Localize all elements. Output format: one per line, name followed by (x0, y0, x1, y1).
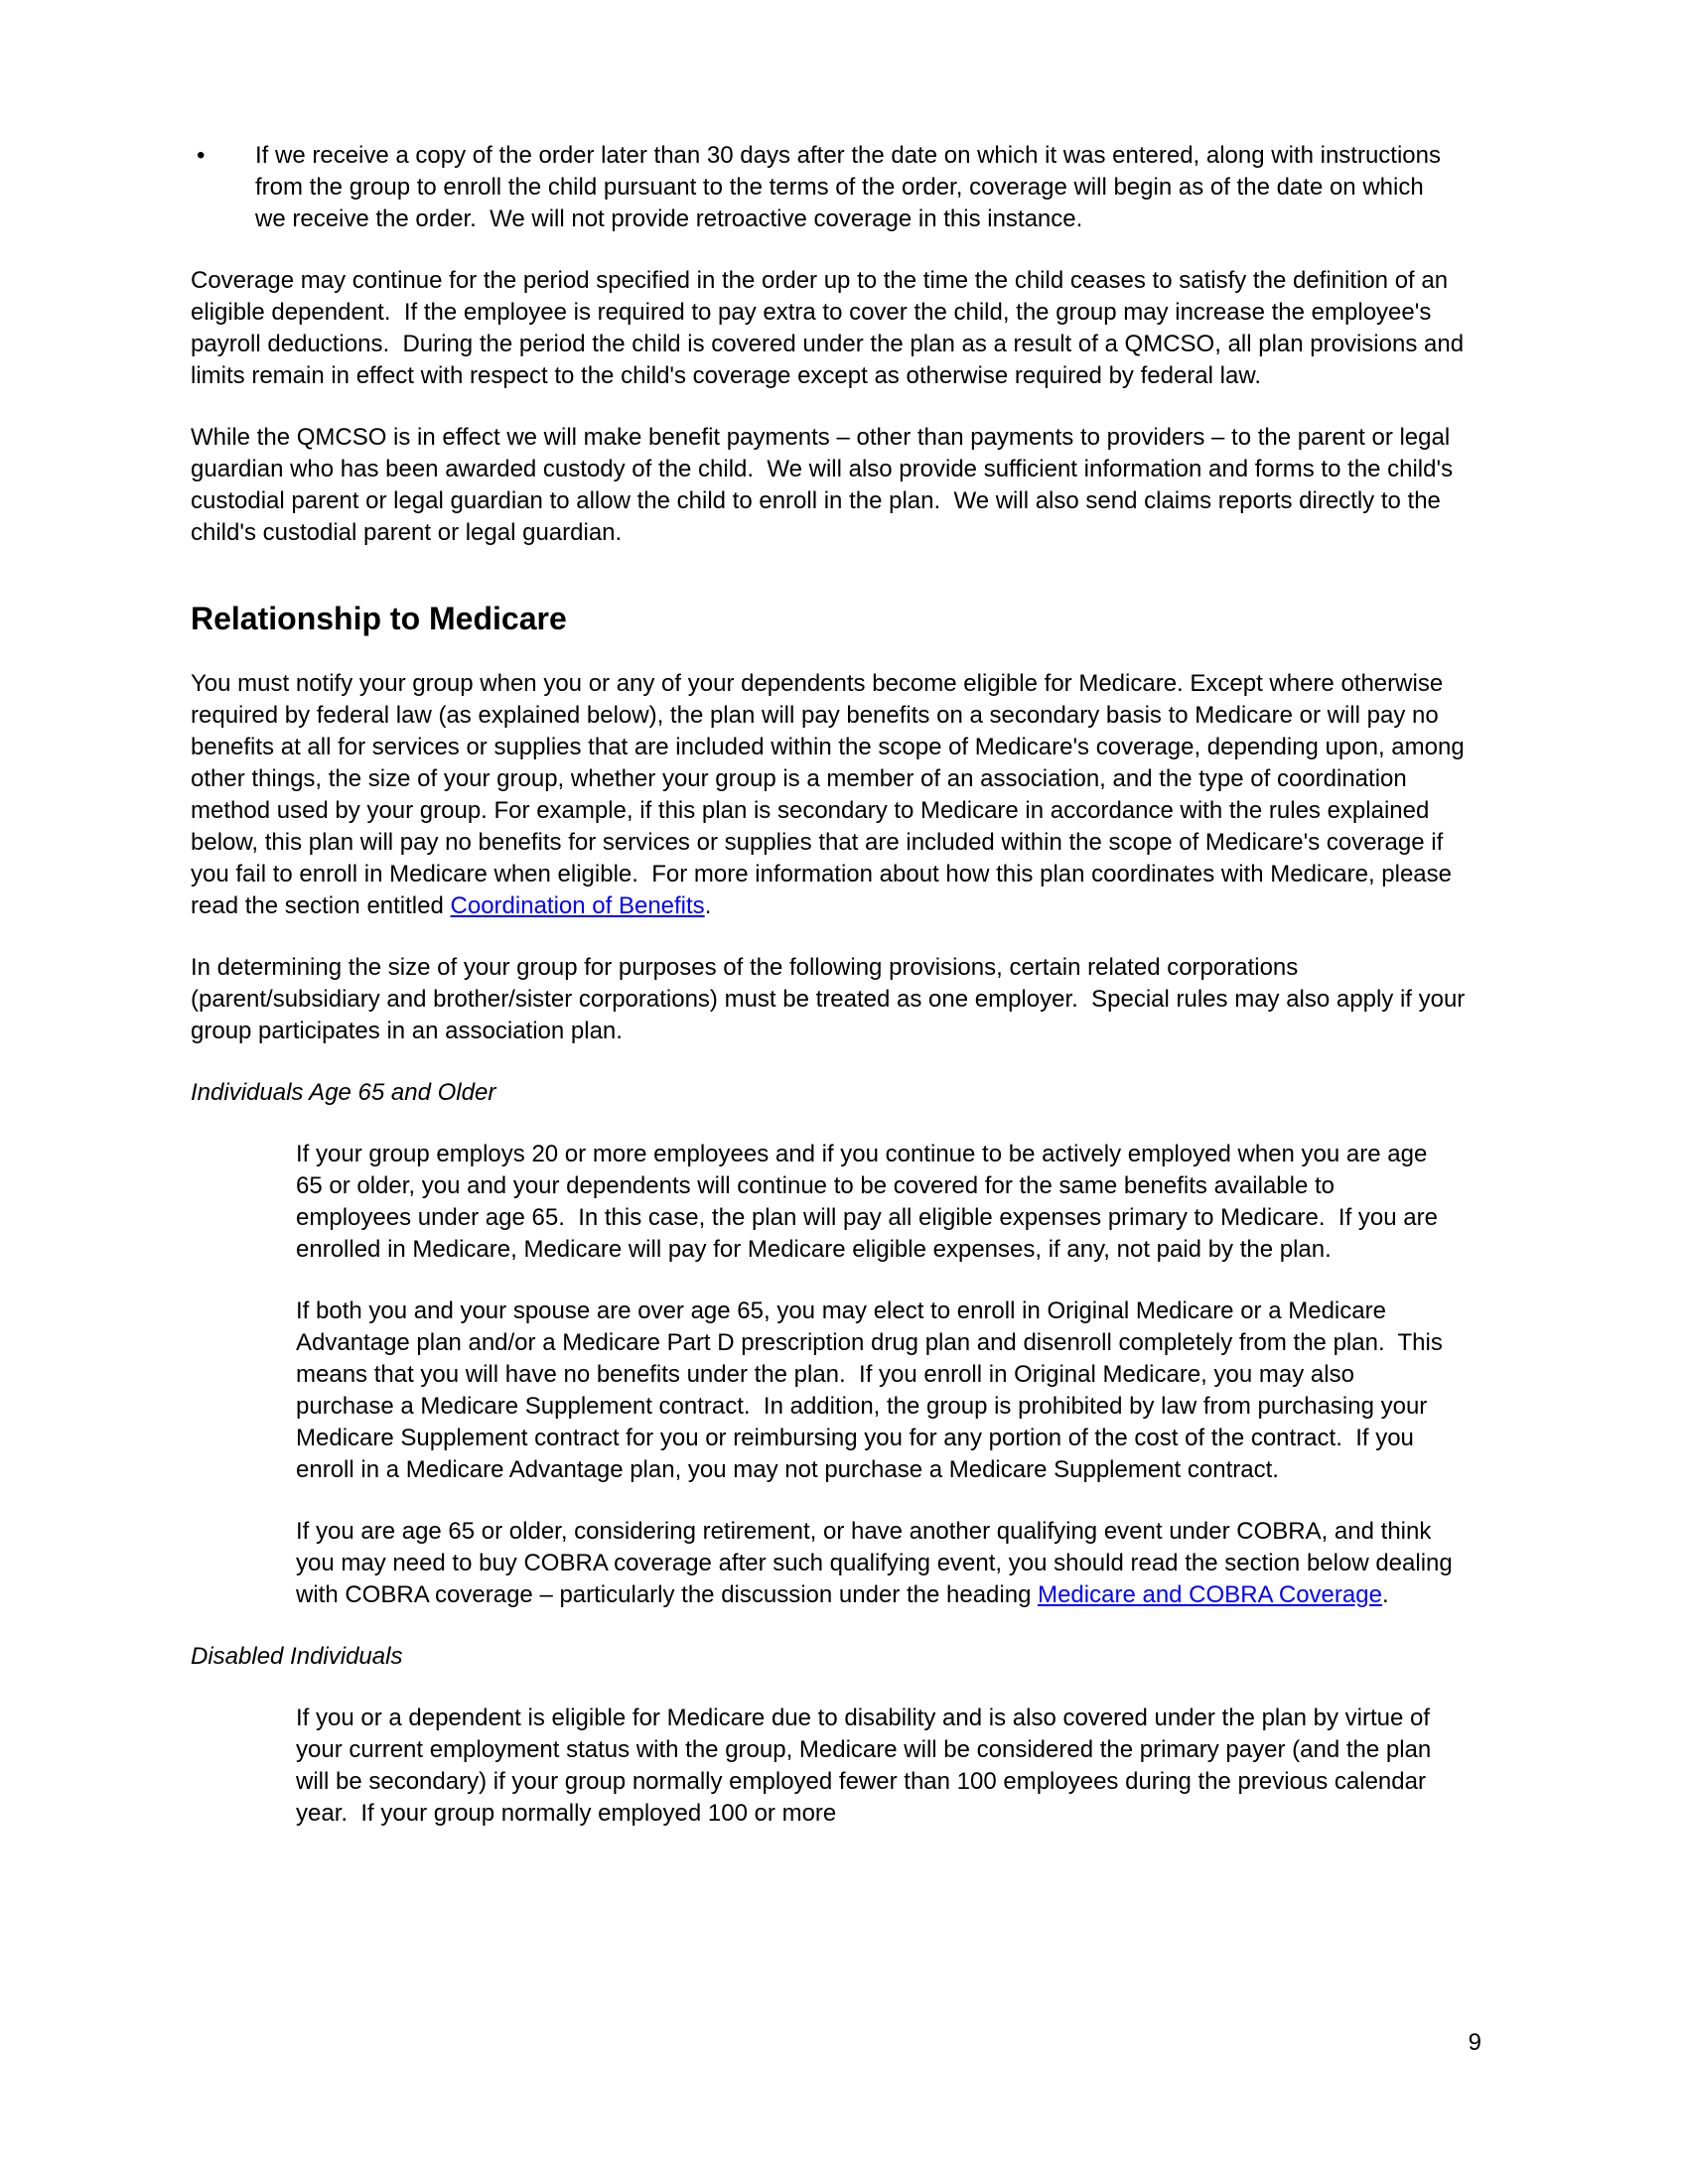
subheading-individuals-age-65: Individuals Age 65 and Older (191, 1079, 496, 1106)
bullet-item-text: If we receive a copy of the order later than 30 days after the date on which it was entered, along with instructions from the group to enroll the child pursuant to the terms of the order, coverage will begin as of the date on which we receive the order. We will not provide retroactive coverage in this instance. (255, 142, 1448, 232)
bullet-list-item (191, 140, 1481, 235)
coordination-of-benefits-link[interactable]: Coordination of Benefits (450, 892, 705, 919)
medicare-and-cobra-coverage-link[interactable]: Medicare and COBRA Coverage (1038, 1581, 1382, 1608)
section-heading-relationship-to-medicare: Relationship to Medicare (191, 601, 567, 636)
paragraph-age65-spouse-enrollment: If both you and your spouse are over age 65, you may elect to enroll in Original Medicare or a Medicare Advantage plan and/or a Medicare Part D prescription drug plan and disenroll completely from the plan. This means that you will have no benefits under the plan. If you enroll in Original Medicare, you may also purchase a Medicare Supplement contract. In addition, the group is prohibited by law from purchasing your Medicare Supplement contract for you or reimbursing you for any portion of the cost of the contract. If you enroll in a Medicare Advantage plan, you may not purchase a Medicare Supplement contract. (296, 1297, 1450, 1483)
paragraph-age65-cobra-text: If you are age 65 or older, considering retirement, or have another qualifying event under COBRA, and think you may need to buy COBRA coverage after such qualifying event, you should read the section below dealing with COBRA coverage – particularly the discussion under the heading (296, 1518, 1460, 1608)
paragraph-age65-active-employment: If your group employs 20 or more employees and if you continue to be actively employed when you are age 65 or older, you and your dependents will continue to be covered for the same benefits available to employees under age 65. In this case, the plan will pay all eligible expenses primary to Medicare. If you are enrolled in Medicare, Medicare will pay for Medicare eligible expenses, if any, not paid by the plan. (296, 1141, 1445, 1263)
paragraph-age65-cobra (296, 1516, 1481, 1611)
bullet-icon: • (197, 142, 206, 169)
paragraph-medicare-intro-period: . (704, 892, 712, 919)
paragraph-age65-cobra-period: . (1381, 1581, 1389, 1608)
paragraph-group-size: In determining the size of your group for purposes of the following provisions, certain related corporations (parent/subsidiary and brother/sister corporations) must be treated as one employer. Special rules may also apply if your group participates in an association plan. (191, 954, 1472, 1044)
document-content (191, 0, 1481, 1859)
page-number: 9 (1468, 2029, 1481, 2056)
paragraph-medicare-intro (191, 668, 1481, 922)
subheading-disabled-individuals: Disabled Individuals (191, 1643, 403, 1670)
paragraph-qmcso-payments: While the QMCSO is in effect we will make benefit payments – other than payments to providers – to the parent or legal guardian who has been awarded custody of the child. We will also provide sufficient information and forms to the child's custodial parent or legal guardian to allow the child to enroll in the plan. We will also send claims reports directly to the child's custodial parent or legal guardian. (191, 424, 1460, 546)
paragraph-medicare-intro-text: You must notify your group when you or any of your dependents become eligible for Medicare. Except where otherwise required by federal law (as explained below), the plan will pay benefits on a secondary basis to Medicare or will pay no benefits at all for services or supplies that are included within the scope of Medicare's coverage, depending upon, among other things, the size of your group, whether your group is a member of an association, and the type of coordination method used by your group. For example, if this plan is secondary to Medicare in accordance with the rules explained below, this plan will pay no benefits for services or supplies that are included within the scope of Medicare's coverage if you fail to enroll in Medicare when eligible. For more information about how this plan coordinates with Medicare, please read the section entitled (191, 670, 1472, 919)
paragraph-qmcso-coverage: Coverage may continue for the period specified in the order up to the time the child ceases to satisfy the definition of an eligible dependent. If the employee is required to pay extra to cover the child, the group may increase the employee's payroll deductions. During the period the child is covered under the plan as a result of a QMCSO, all plan provisions and limits remain in effect with respect to the child's coverage except as otherwise required by federal law. (191, 267, 1471, 389)
paragraph-disabled-medicare: If you or a dependent is eligible for Medicare due to disability and is also covered under the plan by virtue of your current employment status with the group, Medicare will be considered the primary payer (and the plan will be secondary) if your group normally employed fewer than 100 employees during the previous calendar year. If your group normally employed 100 or more (296, 1705, 1438, 1827)
